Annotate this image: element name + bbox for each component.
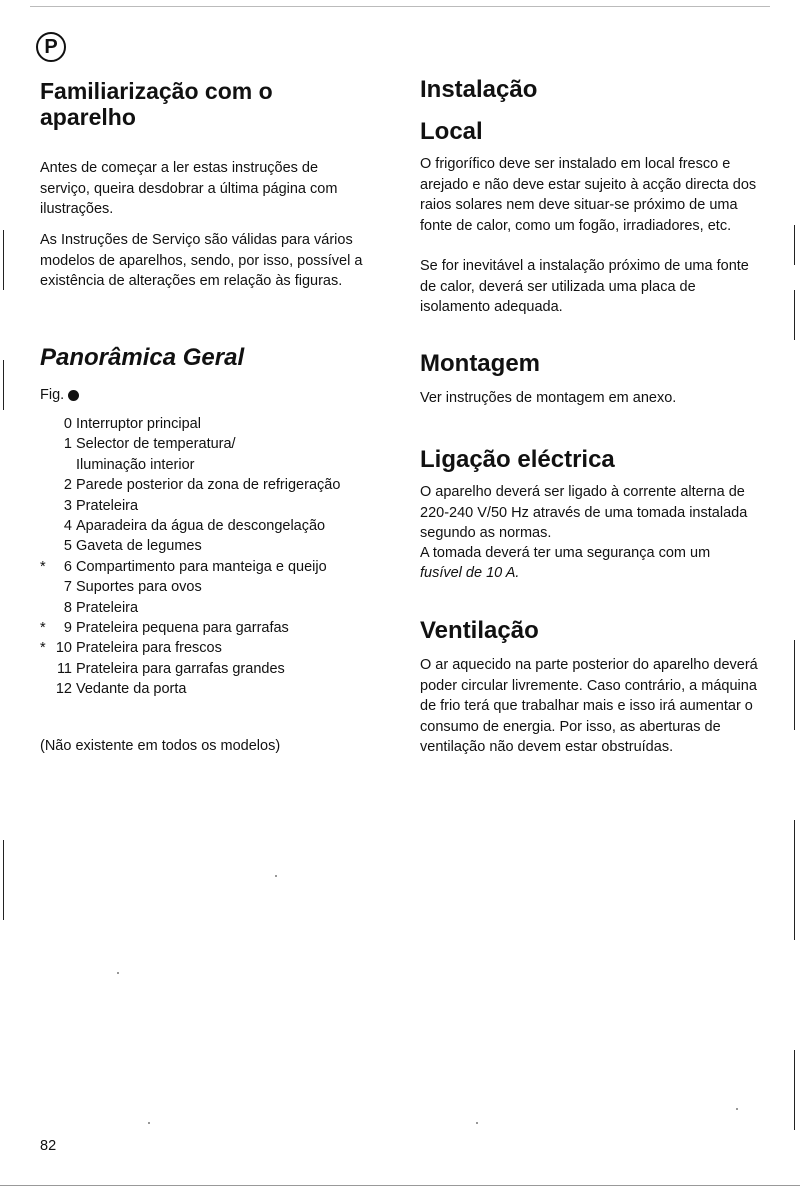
parts-list-item xyxy=(40,679,390,699)
part-number: 3 xyxy=(63,497,72,514)
part-name: Gaveta de legumes xyxy=(76,538,202,555)
part-name: Prateleira para garrafas grandes xyxy=(76,660,285,677)
part-name: Suportes para ovos xyxy=(76,579,202,596)
part-number: 2 xyxy=(63,477,72,494)
part-name: Compartimento para manteiga e queijo xyxy=(76,558,327,575)
parts-list-item xyxy=(40,638,390,658)
part-number: 4 xyxy=(63,518,72,535)
subheading-location: Local xyxy=(420,118,483,145)
parts-list-item xyxy=(40,577,390,597)
scan-edge-mark xyxy=(794,290,795,340)
electrical-paragraph-2b: fusível de 10 A. xyxy=(420,565,520,581)
part-name: Interruptor principal xyxy=(76,416,201,432)
scan-edge-mark xyxy=(794,1050,795,1130)
part-number: 0 xyxy=(63,416,72,432)
scan-edge-mark xyxy=(794,640,795,730)
mounting-paragraph: Ver instruções de montagem em anexo. xyxy=(420,390,677,406)
scan-edge-mark xyxy=(3,840,4,920)
parts-list-item xyxy=(40,516,390,536)
scan-edge-mark xyxy=(794,225,795,265)
section-heading-overview: Panorâmica Geral xyxy=(40,344,245,371)
scan-speck xyxy=(476,1122,478,1124)
part-name: Prateleira xyxy=(76,497,139,514)
section-heading-familiarization: Familiarização com o aparelho xyxy=(40,78,273,130)
parts-list-item xyxy=(40,536,390,556)
parts-list-item xyxy=(40,475,390,495)
electrical-paragraph-2a: A tomada deverá ter uma segurança com um xyxy=(420,545,711,561)
scan-edge-mark xyxy=(794,820,795,940)
parts-list-item xyxy=(40,618,390,638)
scan-top-border xyxy=(30,6,770,7)
language-badge xyxy=(36,32,66,62)
parts-list-item xyxy=(40,414,390,434)
footnote: (Não existente em todos os modelos) xyxy=(40,738,281,754)
part-name: Aparadeira da água de descongelação xyxy=(76,518,326,535)
part-number: 6 xyxy=(63,558,72,575)
optional-marker: * xyxy=(40,558,46,575)
scan-bottom-border xyxy=(0,1185,800,1186)
scan-edge-mark xyxy=(3,360,4,410)
part-number: 12 xyxy=(55,681,72,698)
part-number: 5 xyxy=(63,538,72,555)
subheading-mounting: Montagem xyxy=(420,350,540,377)
location-paragraph: O frigorífico deve ser instalado em local fresco e arejado e não deve estar sujeito à acção directa dos raios solares nem deve situar-se próximo de uma fonte de calor, como um fogão, irradiadores, etc. xyxy=(420,156,757,234)
scan-speck xyxy=(736,1108,738,1110)
parts-list-item xyxy=(40,557,390,577)
part-number: 1 xyxy=(63,436,72,453)
intro-paragraph-1: Antes de começar a ler estas instruções de serviço, queira desdobrar a última página com ilustrações. xyxy=(40,160,338,217)
part-number: 10 xyxy=(55,640,72,657)
part-name: Prateleira para frescos xyxy=(76,640,222,657)
parts-list-item xyxy=(40,455,390,475)
location-paragraph-2: Se for inevitável a instalação próximo de uma fonte de calor, deverá ser utilizada uma placa de isolamento adequada. xyxy=(420,258,749,315)
part-name: Iluminação interior xyxy=(76,456,195,473)
electrical-paragraph: O aparelho deverá ser ligado à corrente alterna de 220-240 V/50 Hz através de uma tomada instalada segundo as normas. xyxy=(420,484,748,541)
scan-speck xyxy=(148,1122,150,1124)
scan-speck xyxy=(275,875,277,877)
part-name: Prateleira xyxy=(76,599,139,616)
figure-label: Fig. xyxy=(40,387,65,403)
subheading-electrical-connection: Ligação eléctrica xyxy=(420,446,615,473)
part-name: Vedante da porta xyxy=(76,681,187,698)
part-name: Selector de temperatura/ xyxy=(76,436,236,453)
figure-number-bullet-icon xyxy=(68,390,79,401)
page-number: 82 xyxy=(40,1138,57,1154)
language-badge-label: P xyxy=(44,35,58,58)
part-number: 9 xyxy=(63,620,72,637)
part-name: Prateleira pequena para garrafas xyxy=(76,620,289,637)
part-number: 7 xyxy=(63,579,72,596)
subheading-ventilation: Ventilação xyxy=(420,617,539,644)
parts-list-item xyxy=(40,598,390,618)
section-heading-installation: Instalação xyxy=(420,76,538,103)
ventilation-paragraph: O ar aquecido na parte posterior do aparelho deverá poder circular livremente. Caso contrário, a máquina de frio terá que trabalhar mais e isso irá aumentar o consumo de energia. Por isso, as aberturas de ventilação não devem estar obstruídas. xyxy=(420,657,758,755)
figure-reference xyxy=(40,385,79,405)
scan-edge-mark xyxy=(3,230,4,290)
parts-list-item xyxy=(40,496,390,516)
optional-marker: * xyxy=(40,620,46,637)
optional-marker: * xyxy=(40,640,46,657)
part-number: 8 xyxy=(63,599,72,616)
scan-speck xyxy=(117,972,119,974)
part-number: 11 xyxy=(56,660,72,677)
part-name: Parede posterior da zona de refrigeração xyxy=(76,477,341,494)
intro-paragraph-2: As Instruções de Serviço são válidas para vários modelos de aparelhos, sendo, por isso, possível a existência de alterações em relação às figuras. xyxy=(40,232,363,289)
parts-list-item xyxy=(40,434,390,454)
parts-list-item xyxy=(40,659,390,679)
parts-list xyxy=(40,414,390,700)
